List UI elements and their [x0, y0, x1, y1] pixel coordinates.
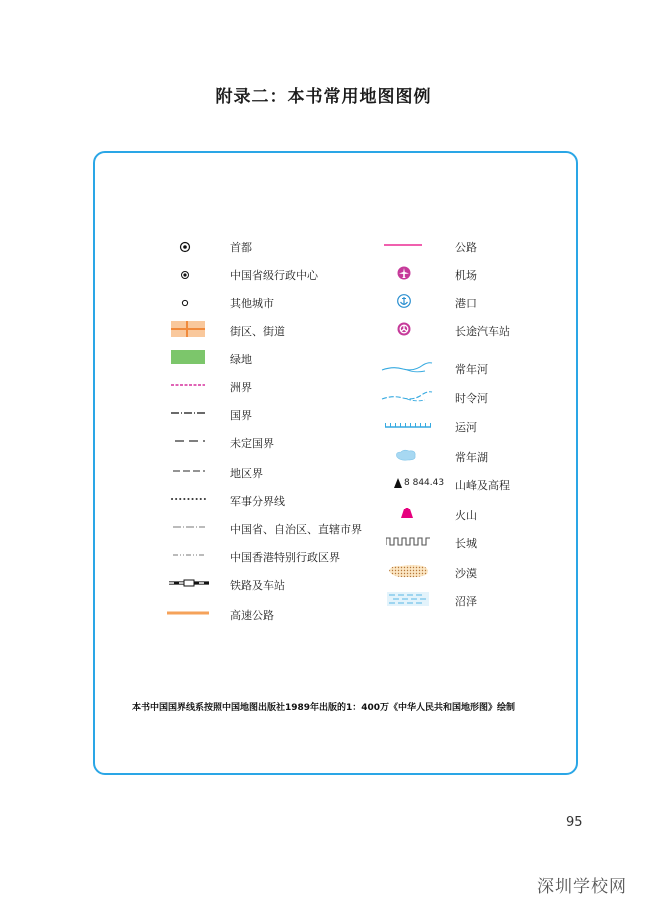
great-wall-icon	[386, 535, 430, 547]
expressway-icon	[167, 609, 209, 617]
page-number: 95	[566, 815, 583, 830]
legend-label: 运河	[455, 421, 477, 434]
legend-label: 火山	[455, 509, 477, 522]
legend-label: 未定国界	[230, 437, 274, 450]
legend-label: 其他城市	[230, 297, 274, 310]
legend-label: 港口	[455, 297, 477, 310]
provincial-capital-icon	[178, 268, 192, 282]
capital-icon	[178, 240, 192, 254]
legend-label: 沙漠	[455, 567, 477, 580]
legend-label: 军事分界线	[230, 495, 285, 508]
legend-label: 公路	[455, 241, 477, 254]
peak-icon	[394, 477, 402, 489]
legend-label: 中国省、自治区、直辖市界	[230, 523, 362, 536]
airport-icon	[396, 265, 412, 281]
railway-icon	[169, 577, 209, 589]
military-line-icon	[171, 495, 207, 503]
boundary-source-note: 本书中国国界线系按照中国地图出版社1989年出版的1：400万《中华人民共和国地形图》绘制	[131, 703, 516, 713]
legend-label: 常年河	[455, 363, 488, 376]
legend-label: 时令河	[455, 392, 488, 405]
undefined-boundary-icon	[175, 437, 205, 445]
legend-label: 常年湖	[455, 451, 488, 464]
legend-label: 高速公路	[230, 609, 274, 622]
legend-label: 沼泽	[455, 595, 477, 608]
canal-icon	[385, 420, 431, 430]
regional-boundary-icon	[173, 467, 205, 475]
road-icon	[384, 241, 422, 249]
bus-station-icon	[396, 321, 412, 337]
legend-label: 绿地	[230, 353, 252, 366]
watermark: 深圳学校网	[537, 877, 627, 897]
seasonal-river-icon	[381, 387, 433, 405]
legend-label: 国界	[230, 409, 252, 422]
swamp-icon	[385, 590, 431, 608]
page-title: 附录二：本书常用地图图例	[215, 87, 432, 107]
volcano-icon	[401, 507, 413, 519]
legend-label: 长城	[455, 537, 477, 550]
legend-label: 机场	[455, 269, 477, 282]
legend-frame	[93, 151, 578, 775]
legend-label: 长途汽车站	[455, 325, 510, 338]
legend-label: 中国香港特别行政区界	[230, 551, 340, 564]
legend-label: 中国省级行政中心	[230, 269, 318, 282]
sar-boundary-icon	[173, 551, 205, 559]
provincial-boundary-icon	[173, 523, 205, 531]
perennial-river-icon	[381, 358, 433, 376]
city-icon	[178, 296, 192, 310]
green-space-icon	[171, 349, 205, 365]
legend-label: 街区、街道	[230, 325, 285, 338]
port-icon	[396, 293, 412, 309]
legend-label: 山峰及高程	[455, 479, 510, 492]
street-block-icon	[171, 320, 205, 338]
legend-label: 首都	[230, 241, 252, 254]
continent-boundary-icon	[171, 381, 205, 389]
national-boundary-icon	[171, 409, 205, 417]
peak-elevation: 8 844.43	[404, 478, 445, 488]
lake-icon	[394, 447, 418, 463]
legend-label: 地区界	[230, 467, 263, 480]
desert-icon	[385, 562, 431, 580]
legend-label: 铁路及车站	[230, 579, 285, 592]
legend-label: 洲界	[230, 381, 252, 394]
